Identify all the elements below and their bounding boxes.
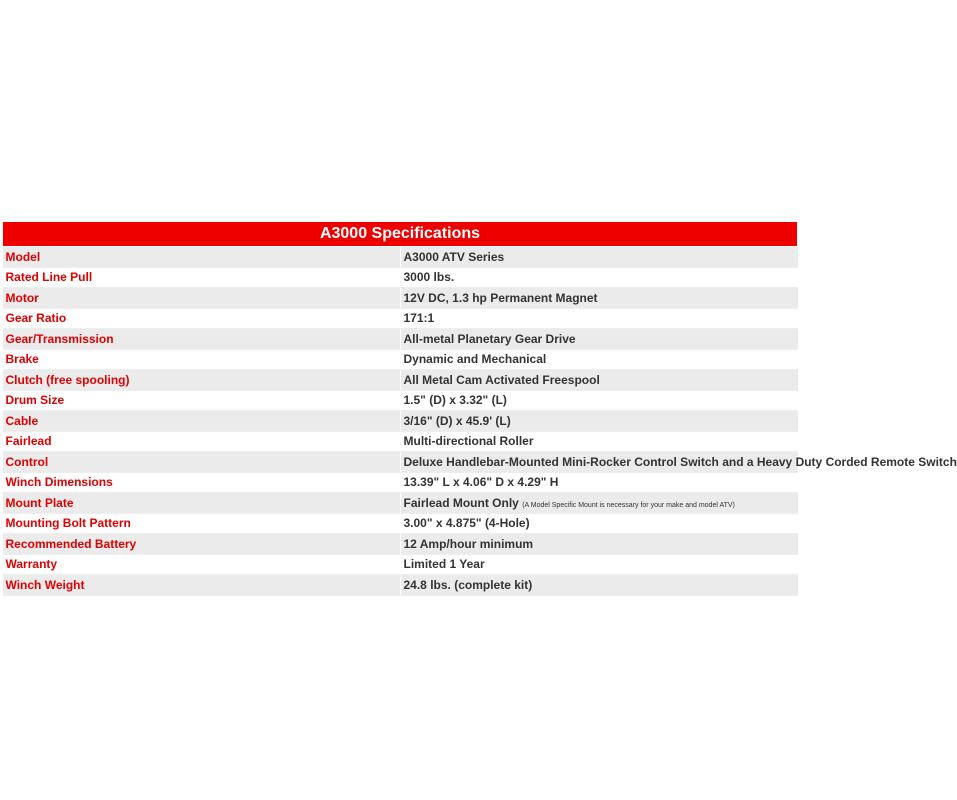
spec-value: 1.5" (D) x 3.32" (L) <box>400 390 798 411</box>
spec-value: 171:1 <box>400 308 798 329</box>
spec-label: Gear/Transmission <box>3 329 401 350</box>
table-row <box>3 267 798 288</box>
table-row <box>3 452 798 473</box>
spec-value: 3000 lbs. <box>400 267 798 288</box>
spec-value: 12V DC, 1.3 hp Permanent Magnet <box>400 288 798 309</box>
table-row <box>3 431 798 452</box>
spec-label: Clutch (free spooling) <box>3 370 401 391</box>
table-row <box>3 513 798 534</box>
spec-label: Model <box>3 247 401 268</box>
spec-label: Gear Ratio <box>3 308 401 329</box>
spec-value: 12 Amp/hour minimum <box>400 534 798 555</box>
table-row <box>3 329 798 350</box>
spec-value: A3000 ATV Series <box>400 247 798 268</box>
table-row <box>3 472 798 493</box>
spec-value: Multi-directional Roller <box>400 431 798 452</box>
table-row <box>3 308 798 329</box>
table-row <box>3 534 798 555</box>
spec-label: Rated Line Pull <box>3 267 401 288</box>
table-row <box>3 349 798 370</box>
spec-label: Fairlead <box>3 431 401 452</box>
spec-value: 3.00" x 4.875" (4-Hole) <box>400 513 798 534</box>
title-row <box>3 222 798 247</box>
spec-label: Motor <box>3 288 401 309</box>
table-row <box>3 247 798 268</box>
spec-label: Winch Weight <box>3 575 401 596</box>
spec-label: Cable <box>3 411 401 432</box>
table-row <box>3 288 798 309</box>
spec-value-with-note <box>400 493 798 514</box>
spec-value: All Metal Cam Activated Freespool <box>400 370 798 391</box>
spec-label: Mounting Bolt Pattern <box>3 513 401 534</box>
spec-value: Deluxe Handlebar-Mounted Mini-Rocker Control Switch and a Heavy Duty Corded Remote Switch <box>400 452 798 473</box>
table-row <box>3 554 798 575</box>
spec-note: (A Model Specific Mount is necessary for your make and model ATV) <box>522 501 735 509</box>
spec-value: Fairlead Mount Only <box>403 495 519 510</box>
spec-label: Warranty <box>3 554 401 575</box>
table-row <box>3 575 798 596</box>
table-title: A3000 Specifications <box>3 222 798 247</box>
table-row <box>3 493 798 514</box>
spec-label: Drum Size <box>3 390 401 411</box>
table-row <box>3 390 798 411</box>
spec-value: Limited 1 Year <box>400 554 798 575</box>
spec-label: Recommended Battery <box>3 534 401 555</box>
table-row <box>3 370 798 391</box>
spec-label: Brake <box>3 349 401 370</box>
spec-value: 24.8 lbs. (complete kit) <box>400 575 798 596</box>
spec-value: 3/16" (D) x 45.9' (L) <box>400 411 798 432</box>
spec-label: Control <box>3 452 401 473</box>
spec-value: 13.39" L x 4.06" D x 4.29" H <box>400 472 798 493</box>
spec-table <box>2 221 957 596</box>
spec-label: Winch Dimensions <box>3 472 401 493</box>
table-row <box>3 411 798 432</box>
spec-value: Dynamic and Mechanical <box>400 349 798 370</box>
spec-value: All-metal Planetary Gear Drive <box>400 329 798 350</box>
spec-label: Mount Plate <box>3 493 401 514</box>
